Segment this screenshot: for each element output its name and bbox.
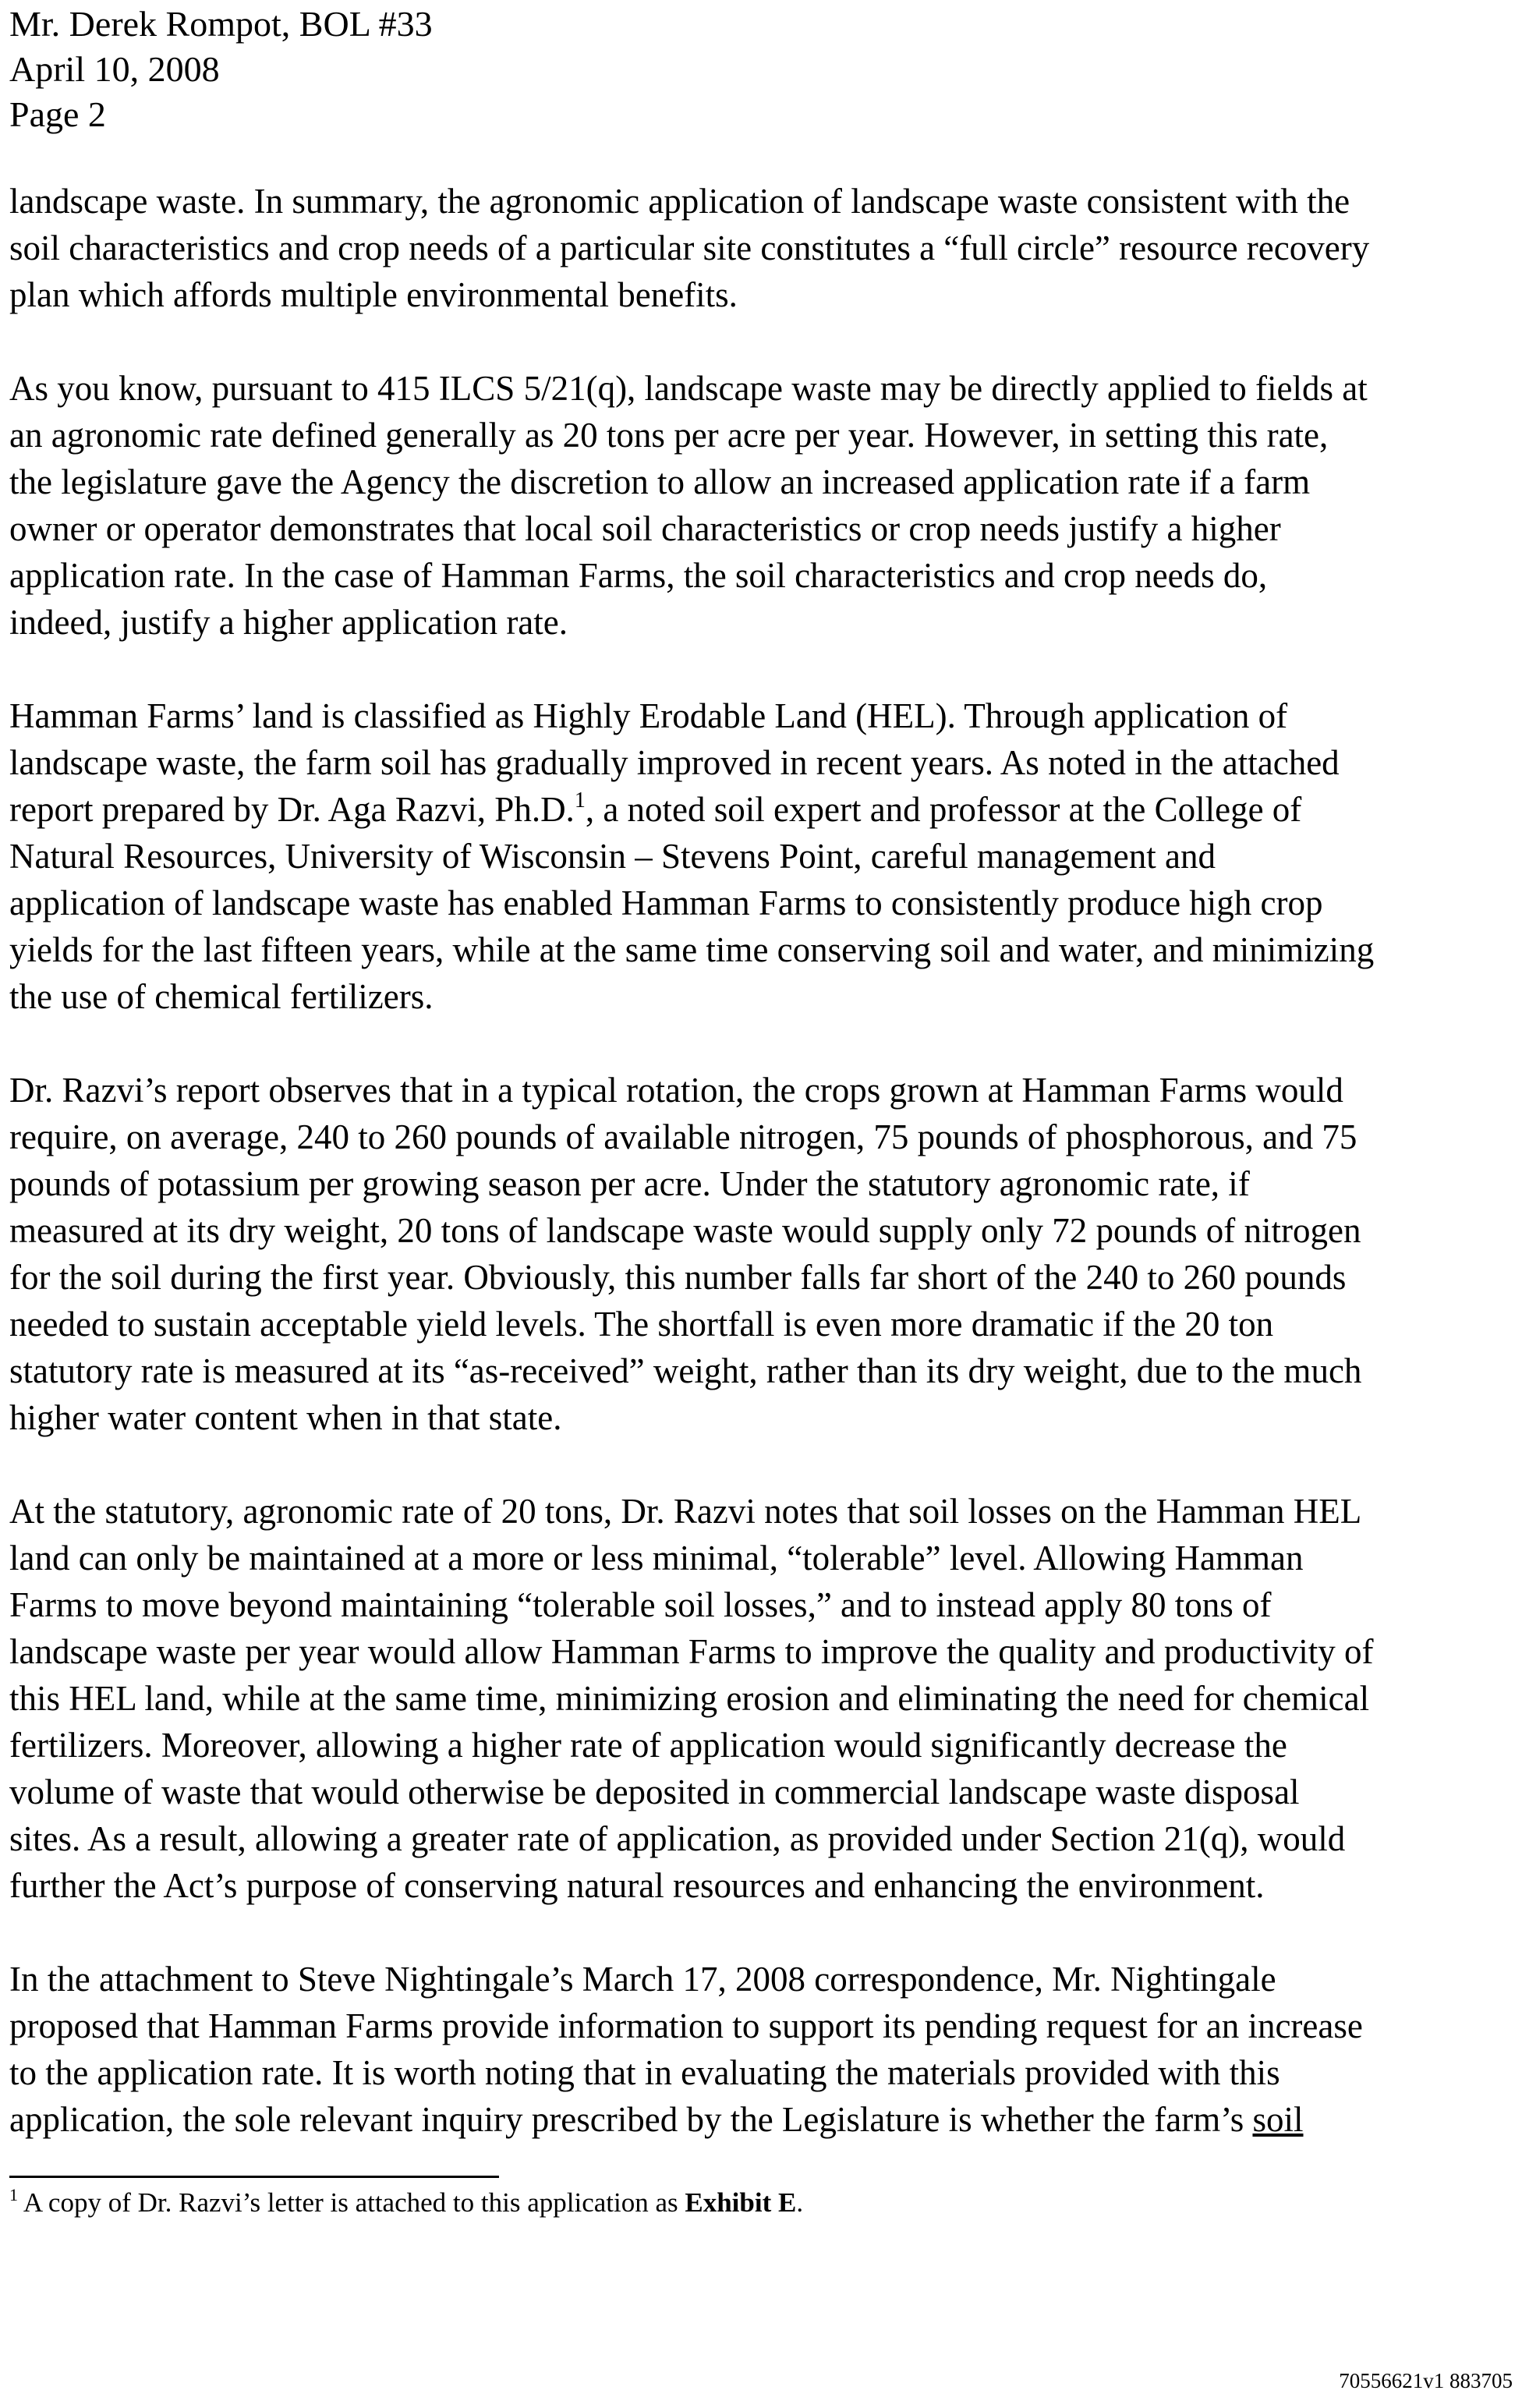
paragraph-line: the use of chemical fertilizers.	[9, 977, 434, 1016]
footnote	[9, 2186, 1179, 2220]
paragraph-line: sites. As a result, allowing a greater rate of application, as provided under Section 21(q), would	[9, 1819, 1346, 1858]
paragraph-line: Dr. Razvi’s report observes that in a typical rotation, the crops grown at Hamman Farms would	[9, 1071, 1343, 1110]
header-recipient: Mr. Derek Rompot, BOL #33	[9, 4, 433, 44]
paragraph-line: to the application rate. It is worth noting that in evaluating the materials provided with this	[9, 2053, 1280, 2092]
header-date: April 10, 2008	[9, 49, 220, 89]
paragraph-line: application of landscape waste has enabled Hamman Farms to consistently produce high crop	[9, 884, 1323, 922]
paragraph-line: for the soil during the first year. Obviously, this number falls far short of the 240 to 260 pounds	[9, 1258, 1347, 1297]
paragraph-line: Natural Resources, University of Wisconsin – Stevens Point, careful management and	[9, 837, 1216, 876]
paragraph-2	[9, 365, 1514, 646]
paragraph-line: higher water content when in that state.	[9, 1398, 562, 1437]
paragraph-4	[9, 1067, 1514, 1441]
paragraph-line: At the statutory, agronomic rate of 20 tons, Dr. Razvi notes that soil losses on the Hamman HEL	[9, 1492, 1362, 1531]
paragraph-line: land can only be maintained at a more or less minimal, “tolerable” level. Allowing Hamman	[9, 1539, 1304, 1578]
paragraph-line: an agronomic rate defined generally as 20 tons per acre per year. However, in setting this rate,	[9, 416, 1329, 455]
letter-header	[9, 2, 789, 137]
header-page-number: Page 2	[9, 94, 106, 134]
document-id: 70556621v1 883705	[1339, 2369, 1513, 2392]
line-text: , a noted soil expert and professor at the College of	[585, 790, 1302, 829]
paragraph-line: In the attachment to Steve Nightingale’s March 17, 2008 correspondence, Mr. Nightingale	[9, 1960, 1276, 1999]
paragraph-line: needed to sustain acceptable yield levels. The shortfall is even more dramatic if the 20 ton	[9, 1305, 1274, 1344]
paragraph-line: Farms to move beyond maintaining “tolerable soil losses,” and to instead apply 80 tons of	[9, 1585, 1272, 1624]
paragraph-line: yields for the last fifteen years, while at the same time conserving soil and water, and minimizing	[9, 930, 1375, 969]
footnote-exhibit-label: Exhibit E	[685, 2187, 797, 2218]
paragraph-line: landscape waste, the farm soil has gradually improved in recent years. As noted in the attached	[9, 743, 1340, 782]
paragraph-line: require, on average, 240 to 260 pounds of available nitrogen, 75 pounds of phosphorous, and 75	[9, 1117, 1357, 1156]
paragraph-line: Hamman Farms’ land is classified as Highly Erodable Land (HEL). Through application of	[9, 696, 1288, 735]
line-text: report prepared by Dr. Aga Razvi, Ph.D.	[9, 790, 575, 829]
paragraph-line: landscape waste per year would allow Hamman Farms to improve the quality and productivity of	[9, 1632, 1374, 1671]
paragraph-5	[9, 1488, 1514, 1909]
paragraph-6	[9, 1956, 1514, 2143]
paragraph-line: measured at its dry weight, 20 tons of landscape waste would supply only 72 pounds of nitrogen	[9, 1211, 1361, 1250]
paragraph-line: As you know, pursuant to 415 ILCS 5/21(q), landscape waste may be directly applied to fields at	[9, 369, 1368, 408]
paragraph-line: owner or operator demonstrates that local soil characteristics or crop needs justify a higher	[9, 509, 1281, 548]
paragraph-line: application rate. In the case of Hamman Farms, the soil characteristics and crop needs do,	[9, 556, 1268, 595]
underlined-word: soil	[1252, 2100, 1304, 2139]
footnote-separator	[9, 2176, 499, 2178]
line-text: application, the sole relevant inquiry prescribed by the Legislature is whether the farm’s	[9, 2100, 1253, 2139]
paragraph-line: landscape waste. In summary, the agronomic application of landscape waste consistent with the	[9, 182, 1350, 221]
paragraph-line-with-underline	[9, 2096, 1514, 2143]
paragraph-1	[9, 178, 1514, 318]
footnote-text-end: .	[796, 2187, 804, 2218]
letter-body	[9, 178, 1514, 2190]
paragraph-line: indeed, justify a higher application rate.	[9, 603, 568, 642]
footnote-text: A copy of Dr. Razvi’s letter is attached to this application as	[18, 2187, 685, 2218]
paragraph-line: further the Act’s purpose of conserving natural resources and enhancing the environment.	[9, 1866, 1265, 1905]
paragraph-line: soil characteristics and crop needs of a particular site constitutes a “full circle” resource recovery	[9, 228, 1370, 267]
footnote-marker: 1	[9, 2185, 18, 2204]
paragraph-line: fertilizers. Moreover, allowing a higher rate of application would significantly decrease the	[9, 1726, 1287, 1765]
paragraph-3	[9, 692, 1514, 1020]
paragraph-line: statutory rate is measured at its “as-received” weight, rather than its dry weight, due to the much	[9, 1351, 1362, 1390]
paragraph-line: this HEL land, while at the same time, minimizing erosion and eliminating the need for chemical	[9, 1679, 1370, 1718]
paragraph-line: proposed that Hamman Farms provide information to support its pending request for an increase	[9, 2006, 1363, 2045]
paragraph-line: pounds of potassium per growing season per acre. Under the statutory agronomic rate, if	[9, 1164, 1250, 1203]
paragraph-line: plan which affords multiple environmental benefits.	[9, 275, 738, 314]
paragraph-line: volume of waste that would otherwise be deposited in commercial landscape waste disposal	[9, 1772, 1300, 1811]
paragraph-line: the legislature gave the Agency the discretion to allow an increased application rate if a farm	[9, 462, 1311, 501]
paragraph-line-with-footnote-ref	[9, 786, 1514, 833]
footnote-reference[interactable]: 1	[574, 788, 586, 813]
